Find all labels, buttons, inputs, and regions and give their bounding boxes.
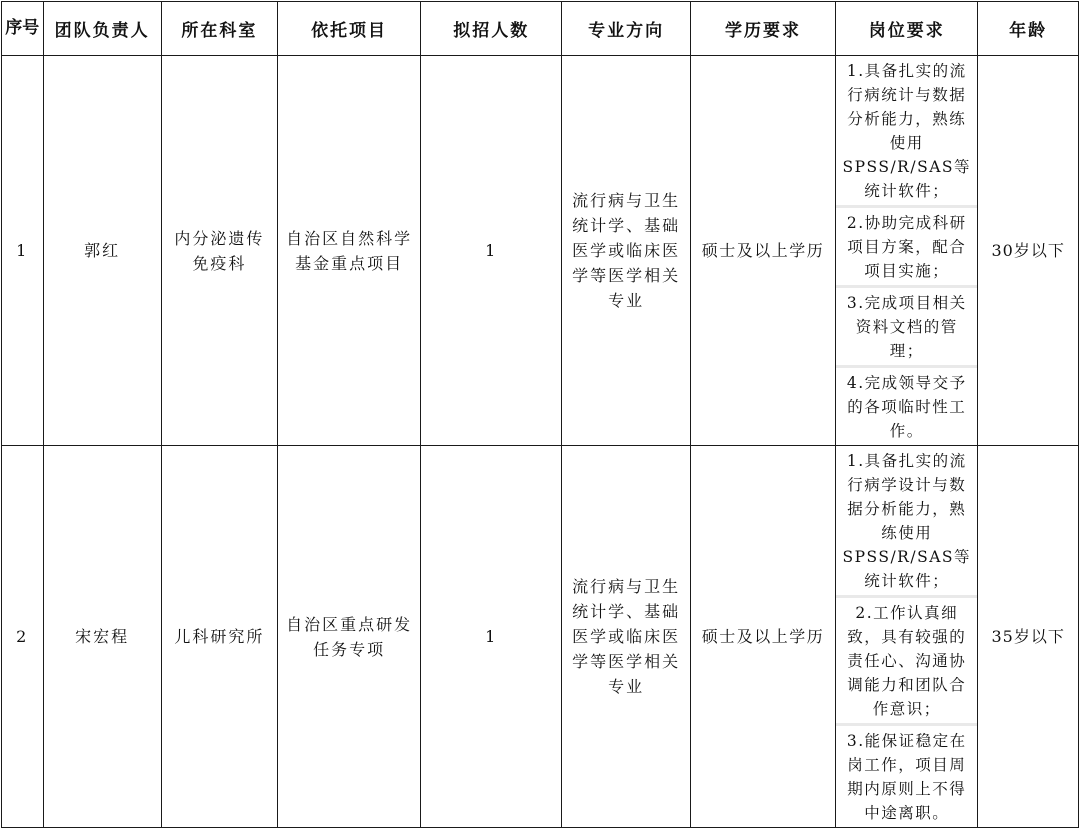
table-row — [2, 446, 1079, 828]
cell-seq — [2, 446, 44, 828]
seq-value: 2 — [16, 627, 29, 646]
header-age: 年龄 — [978, 2, 1079, 56]
cell-project — [277, 446, 420, 828]
duty-item: 1.具备扎实的流行病学设计与数据分析能力，熟练使用SPSS/R/SAS等统计软件； — [836, 446, 977, 595]
duty-item: 3.完成项目相关资料文档的管理； — [836, 288, 977, 365]
header-leader: 团队负责人 — [43, 2, 161, 56]
cell-project — [277, 56, 420, 446]
cell-dept — [161, 446, 277, 828]
age-value: 30岁以下 — [991, 241, 1065, 260]
duty-item: 2.协助完成科研项目方案，配合项目实施； — [836, 208, 977, 285]
cell-leader — [43, 446, 161, 828]
cell-degree — [690, 446, 835, 828]
dept-value: 内分泌遗传免疫科 — [174, 228, 265, 273]
project-value: 自治区自然科学基金重点项目 — [286, 228, 413, 273]
header-seq: 序号 — [2, 2, 44, 56]
cell-count — [421, 56, 562, 446]
cell-age — [978, 56, 1079, 446]
cell-count — [421, 446, 562, 828]
header-major: 专业方向 — [562, 2, 691, 56]
duty-item: 3.能保证稳定在岗工作，项目周期内原则上不得中途离职。 — [836, 726, 977, 827]
duty-item: 4.完成领导交予的各项临时性工作。 — [836, 368, 977, 445]
count-value: 1 — [485, 241, 498, 260]
cell-dept — [161, 56, 277, 446]
leader-value: 郭红 — [84, 241, 121, 260]
duty-item: 2.工作认真细致，具有较强的责任心、沟通协调能力和团队合作意识； — [836, 598, 977, 723]
header-project: 依托项目 — [277, 2, 420, 56]
cell-age — [978, 446, 1079, 828]
major-value: 流行病与卫生统计学、基础医学或临床医学等医学相关专业 — [572, 577, 681, 696]
degree-value: 硕士及以上学历 — [701, 627, 825, 646]
cell-duties — [836, 446, 978, 828]
recruitment-table-container — [0, 1, 1080, 822]
table-header-row — [2, 2, 1079, 56]
header-degree: 学历要求 — [690, 2, 835, 56]
dept-value: 儿科研究所 — [174, 627, 265, 646]
cell-major — [562, 56, 691, 446]
leader-value: 宋宏程 — [75, 627, 130, 646]
duty-item: 1.具备扎实的流行病统计与数据分析能力，熟练使用SPSS/R/SAS等统计软件； — [836, 56, 977, 205]
duties-list — [836, 56, 977, 445]
cell-seq — [2, 56, 44, 446]
cell-leader — [43, 56, 161, 446]
header-dept: 所在科室 — [161, 2, 277, 56]
duties-list — [836, 446, 977, 827]
table-row — [2, 56, 1079, 446]
header-duties: 岗位要求 — [836, 2, 978, 56]
major-value: 流行病与卫生统计学、基础医学或临床医学等医学相关专业 — [572, 191, 681, 310]
count-value: 1 — [485, 627, 498, 646]
cell-major — [562, 446, 691, 828]
cell-degree — [690, 56, 835, 446]
project-value: 自治区重点研发任务专项 — [286, 614, 413, 659]
cell-duties — [836, 56, 978, 446]
header-count: 拟招人数 — [421, 2, 562, 56]
degree-value: 硕士及以上学历 — [701, 241, 825, 260]
seq-value: 1 — [16, 241, 29, 260]
recruitment-table — [1, 1, 1079, 828]
age-value: 35岁以下 — [991, 627, 1065, 646]
